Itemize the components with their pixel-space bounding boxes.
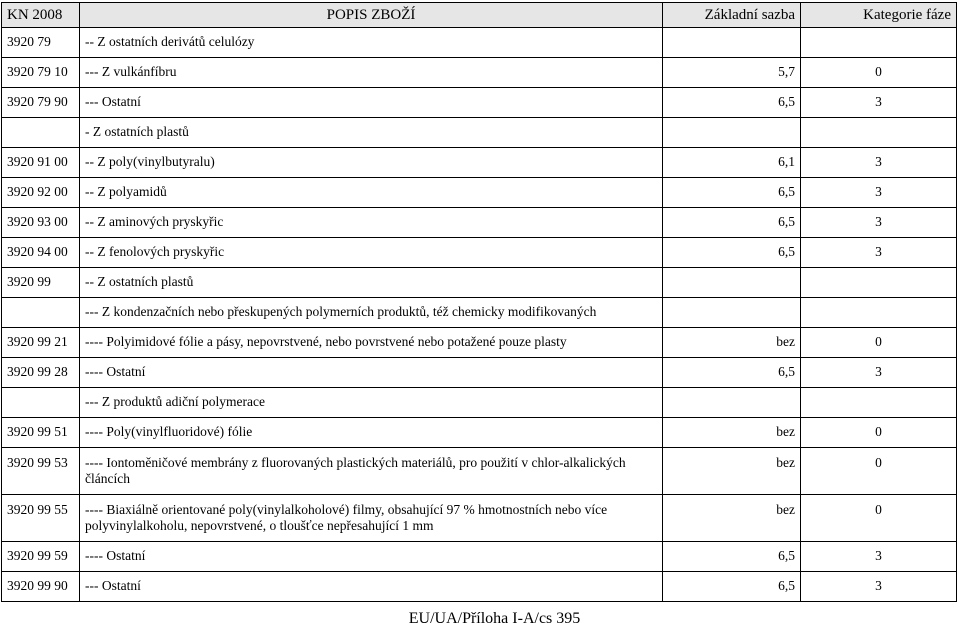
- base-rate: bez: [663, 418, 801, 448]
- table-row: [2, 58, 957, 88]
- goods-description: ---- Biaxiálně orientované poly(vinylalkoholové) filmy, obsahující 97 % hmotnostních nebo více polyvinylalkoholu, nepovrstvené, o tloušťce nepřesahující 1 mm: [80, 495, 663, 542]
- cn-code: 3920 99 55: [2, 495, 80, 542]
- goods-description: --- Ostatní: [80, 572, 663, 602]
- staging-category: 0: [801, 448, 957, 495]
- header-row: [2, 3, 957, 28]
- goods-description: ---- Ostatní: [80, 358, 663, 388]
- base-rate: [663, 28, 801, 58]
- cn-code: [2, 118, 80, 148]
- goods-description: -- Z poly(vinylbutyralu): [80, 148, 663, 178]
- cn-code: 3920 91 00: [2, 148, 80, 178]
- base-rate: [663, 388, 801, 418]
- table-row: [2, 388, 957, 418]
- goods-description: --- Z kondenzačních nebo přeskupených polymerních produktů, též chemicky modifikovaných: [80, 298, 663, 328]
- table-row: [2, 328, 957, 358]
- header-rate: Základní sazba: [663, 3, 801, 28]
- staging-category: 3: [801, 88, 957, 118]
- goods-description: -- Z fenolových pryskyřic: [80, 238, 663, 268]
- cn-code: 3920 94 00: [2, 238, 80, 268]
- staging-category: [801, 298, 957, 328]
- cn-code: 3920 99 90: [2, 572, 80, 602]
- base-rate: 6,5: [663, 542, 801, 572]
- cn-code: 3920 79 90: [2, 88, 80, 118]
- base-rate: [663, 118, 801, 148]
- base-rate: 5,7: [663, 58, 801, 88]
- base-rate: 6,5: [663, 572, 801, 602]
- base-rate: [663, 298, 801, 328]
- staging-category: [801, 28, 957, 58]
- cn-code: 3920 99 21: [2, 328, 80, 358]
- goods-description: -- Z aminových pryskyřic: [80, 208, 663, 238]
- cn-code: [2, 298, 80, 328]
- base-rate: 6,5: [663, 208, 801, 238]
- staging-category: [801, 118, 957, 148]
- goods-description: ---- Iontoměničové membrány z fluorovaných plastických materiálů, pro použití v chlor-alkalických článcích: [80, 448, 663, 495]
- staging-category: 3: [801, 572, 957, 602]
- cn-code: 3920 99: [2, 268, 80, 298]
- page-footer: EU/UA/Příloha I-A/cs 395: [408, 610, 581, 627]
- staging-category: 3: [801, 542, 957, 572]
- table-row: [2, 28, 957, 58]
- table-row: [2, 148, 957, 178]
- base-rate: bez: [663, 448, 801, 495]
- table-row: [2, 572, 957, 602]
- staging-category: 3: [801, 148, 957, 178]
- table-row: [2, 542, 957, 572]
- cn-code: 3920 99 51: [2, 418, 80, 448]
- staging-category: 0: [801, 58, 957, 88]
- base-rate: 6,5: [663, 88, 801, 118]
- cn-code: 3920 92 00: [2, 178, 80, 208]
- base-rate: bez: [663, 328, 801, 358]
- cn-code: 3920 79 10: [2, 58, 80, 88]
- staging-category: [801, 268, 957, 298]
- base-rate: bez: [663, 495, 801, 542]
- cn-code: 3920 99 59: [2, 542, 80, 572]
- staging-category: [801, 388, 957, 418]
- header-kn: KN 2008: [2, 3, 80, 28]
- cn-code: [2, 388, 80, 418]
- goods-description: ---- Poly(vinylfluoridové) fólie: [80, 418, 663, 448]
- table-row: [2, 178, 957, 208]
- goods-description: ---- Ostatní: [80, 542, 663, 572]
- base-rate: 6,5: [663, 178, 801, 208]
- table-row: [2, 238, 957, 268]
- staging-category: 3: [801, 238, 957, 268]
- table-row: [2, 118, 957, 148]
- cn-code: 3920 93 00: [2, 208, 80, 238]
- base-rate: [663, 268, 801, 298]
- goods-description: -- Z ostatních plastů: [80, 268, 663, 298]
- base-rate: 6,1: [663, 148, 801, 178]
- table-row: [2, 268, 957, 298]
- goods-description: --- Z produktů adiční polymerace: [80, 388, 663, 418]
- table-row: [2, 358, 957, 388]
- staging-category: 0: [801, 495, 957, 542]
- table-row: [2, 418, 957, 448]
- cn-code: 3920 99 28: [2, 358, 80, 388]
- staging-category: 3: [801, 358, 957, 388]
- cn-code: 3920 99 53: [2, 448, 80, 495]
- goods-description: ---- Polyimidové fólie a pásy, nepovrstvené, nebo povrstvené nebo potažené pouze plasty: [80, 328, 663, 358]
- staging-category: 3: [801, 208, 957, 238]
- table-row: [2, 208, 957, 238]
- table-row: [2, 448, 957, 495]
- cn-code: 3920 79: [2, 28, 80, 58]
- table-body: [2, 28, 957, 602]
- goods-description: -- Z ostatních derivátů celulózy: [80, 28, 663, 58]
- table-row: [2, 495, 957, 542]
- tariff-table: [1, 2, 957, 602]
- goods-description: --- Z vulkánfíbru: [80, 58, 663, 88]
- goods-description: -- Z polyamidů: [80, 178, 663, 208]
- table-row: [2, 88, 957, 118]
- table-row: [2, 298, 957, 328]
- goods-description: --- Ostatní: [80, 88, 663, 118]
- base-rate: 6,5: [663, 238, 801, 268]
- header-category: Kategorie fáze: [801, 3, 957, 28]
- header-description: POPIS ZBOŽÍ: [80, 3, 663, 28]
- staging-category: 3: [801, 178, 957, 208]
- base-rate: 6,5: [663, 358, 801, 388]
- staging-category: 0: [801, 418, 957, 448]
- goods-description: - Z ostatních plastů: [80, 118, 663, 148]
- staging-category: 0: [801, 328, 957, 358]
